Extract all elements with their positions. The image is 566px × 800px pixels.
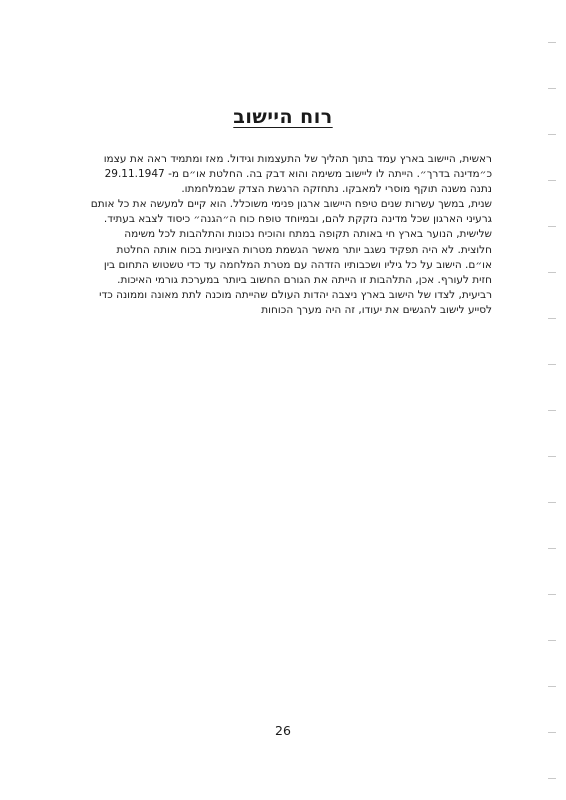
margin-tick — [548, 594, 556, 595]
margin-tick — [548, 732, 556, 733]
margin-tick — [548, 318, 556, 319]
paragraph-fourth: רביעית, לצדו של הישוב בארץ ניצבה יהדות העולם שהייתה מוכנה לתת מאונה וממונה כדי לסייע לישוב להגשים את יעודו, זה היה מערך הכוחות — [99, 288, 492, 316]
margin-tick — [548, 686, 556, 687]
margin-tick — [548, 180, 556, 181]
margin-tick — [548, 364, 556, 365]
margin-tick — [548, 640, 556, 641]
paragraph-second: שנית, במשך עשרות שנים טיפח היישוב ארגון פנימי משוכלל. הוא קיים למעשה את כל אותם גרעיני הארגון שכל מדינה נזקקת להם, ובמיוחד טופח כוח ה״הגנה״ כיסוד לצבא בעתיד. — [90, 198, 492, 226]
margin-tick — [548, 226, 556, 227]
paragraph-third: שלישית, הנוער בארץ חי באותה תקופה במתח והוכיח נכונות והתלהבות לכל משימה חלוצית. לא היה תפקיד נשגב יותר מאשר הגשמת מטרות הציוניות בכוח אותה החלטת או״ם. הישוב על כל גיליו ושכבותיו הזדהה עם מטרת המלחמה עד כדי טשטוש התחום בין חזית לעורף. אכן, התלהבות זו הייתה את הגורם החשוב ביותר במערכת גורמי האיכות. — [103, 228, 492, 286]
margin-tick — [548, 42, 556, 43]
body-text — [90, 152, 492, 318]
page-title: רוח היישוב — [233, 106, 333, 128]
margin-tick — [548, 88, 556, 89]
margin-tick — [548, 134, 556, 135]
margin-tick — [548, 548, 556, 549]
margin-tick — [548, 272, 556, 273]
margin-tick — [548, 456, 556, 457]
page-number: 26 — [275, 723, 291, 738]
scan-margin-marks — [548, 0, 560, 800]
margin-tick — [548, 410, 556, 411]
margin-tick — [548, 502, 556, 503]
paragraph-first: ראשית, היישוב בארץ עמד בתוך תהליך של התעצמות וגידול. מאז ומתמיד ראה את עצמו כ״מדינה בדרך״. הייתה לו ליישוב משימה והוא דבק בה. החלטת או״ם מ- 29.11.1947 נתנה משנה תוקף מוסרי למאבקו. נתחזקה הרגשת הצדק שבמלחמתו. — [103, 153, 492, 196]
margin-tick — [548, 778, 556, 779]
